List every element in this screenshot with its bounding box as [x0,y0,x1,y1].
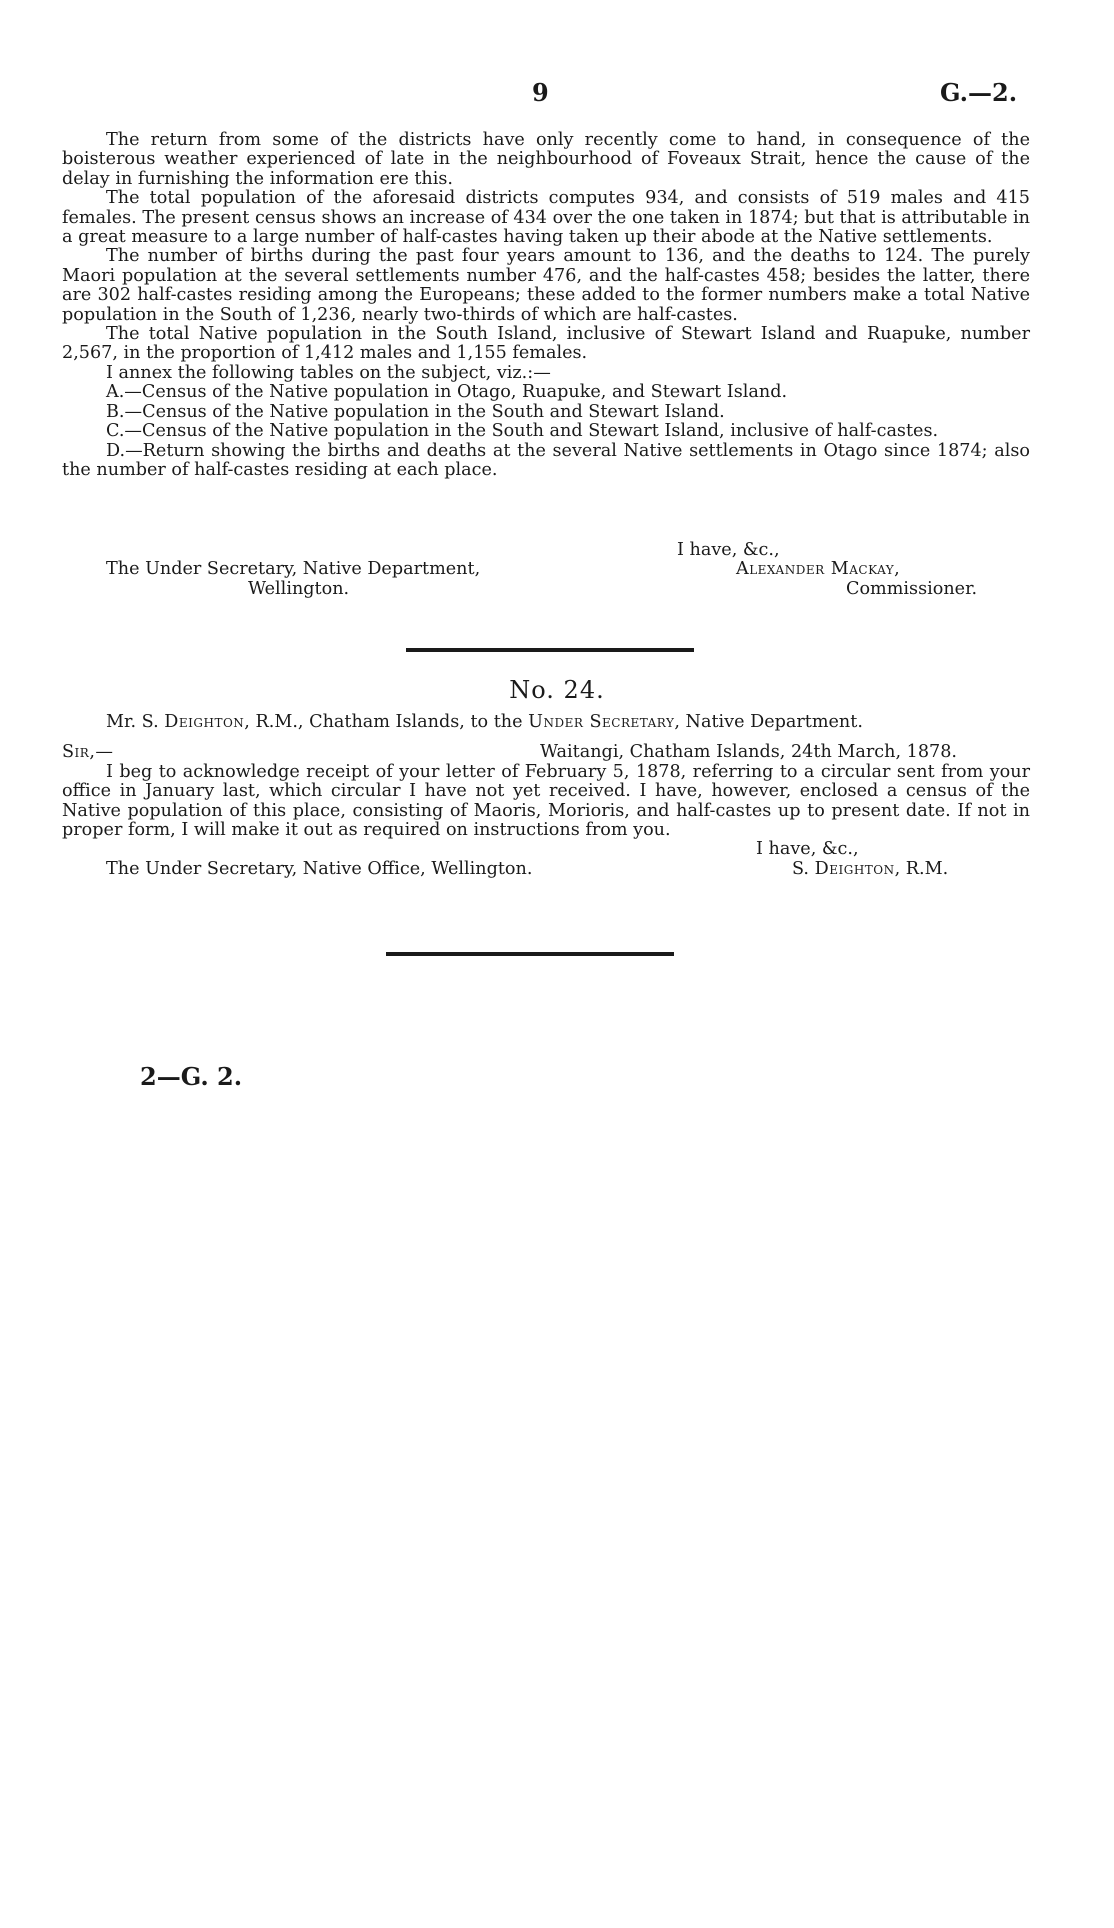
letter-number-heading: No. 24. [509,676,605,704]
section-divider [406,648,694,652]
salutation: Sir,— [62,742,114,762]
signatory-initial: S. [792,859,810,879]
document-reference: G.—2. [940,78,1018,107]
paragraph: The total population of the aforesaid districts computes 934, and consists of 519 males and 415 females. The present census shows an increase of 434 over the one taken in 1874; but that is attributable in a great measure to a large number of half-castes having taken up their abode at the Native settlements. [62,188,1030,248]
closing: I have, &c., [677,540,780,560]
paragraph: I beg to acknowledge receipt of your letter of February 5, 1878, referring to a circular sent from your office in January last, which circular I have not yet received. I have, however, enclosed a census of the Native population of this place, consisting of Maoris, Morioris, and half-castes up to present date. If not in proper form, I will make it out as required on instructions from you. [62,762,1030,841]
table-list-item: D.—Return showing the births and deaths at the several Native settlements in Otago since 1874; also the number of half-castes residing at each place. [62,440,1030,480]
paragraph: The number of births during the past four years amount to 136, and the deaths to 124. The purely Maori population at the several settlements number 476, and the half-castes 458; besides the latter, there are 302 half-castes residing among the Europeans; these added to the former numbers make a total Native population in the South of 1,236, nearly two-thirds of which are half-castes. [62,246,1030,325]
route-sender: Deighton [164,712,245,732]
signatory: Alexander Mackay, [736,559,901,579]
place-date: Waitangi, Chatham Islands, 24th March, 1878. [540,742,958,762]
paragraph: I annex the following tables on the subject, viz.:— [106,362,551,383]
route-suffix: , Native Department. [674,712,863,732]
signatory-name: Deighton [814,859,895,879]
signature-reference: 2—G. 2. [140,1062,243,1091]
section-divider [386,952,674,956]
table-list-item: C.—Census of the Native population in the South and Stewart Island, inclusive of half-castes. [106,421,939,442]
table-list-item: B.—Census of the Native population in the South and Stewart Island. [106,401,725,422]
addressee-city: Wellington. [248,579,350,599]
addressee: The Under Secretary, Native Department, [106,559,481,579]
route-middle: , R.M., Chatham Islands, to the [244,712,523,732]
letter-body [62,131,1030,480]
route-prefix: Mr. S. [106,712,159,732]
route-recipient: Under Secretary [528,712,675,732]
paragraph: The return from some of the districts have only recently come to hand, in consequence of the boisterous weather experienced of late in the neighbourhood of Foveaux Strait, hence the cause of the delay in furnishing the information ere this. [62,130,1030,189]
page-number: 9 [532,78,549,107]
signatory [792,860,948,879]
closing: I have, &c., [756,839,859,859]
paragraph: The total Native population in the South Island, inclusive of Stewart Island and Ruapuke, number 2,567, in the proportion of 1,412 males and 1,155 females. [62,324,1030,364]
addressee: The Under Secretary, Native Office, Wellington. [106,859,533,879]
table-list-item: A.—Census of the Native population in Otago, Ruapuke, and Stewart Island. [106,382,788,403]
signatory-suffix: , R.M. [894,859,949,879]
letter-route [106,713,863,732]
letter-body [62,763,1030,841]
signatory-title: Commissioner. [846,579,978,599]
